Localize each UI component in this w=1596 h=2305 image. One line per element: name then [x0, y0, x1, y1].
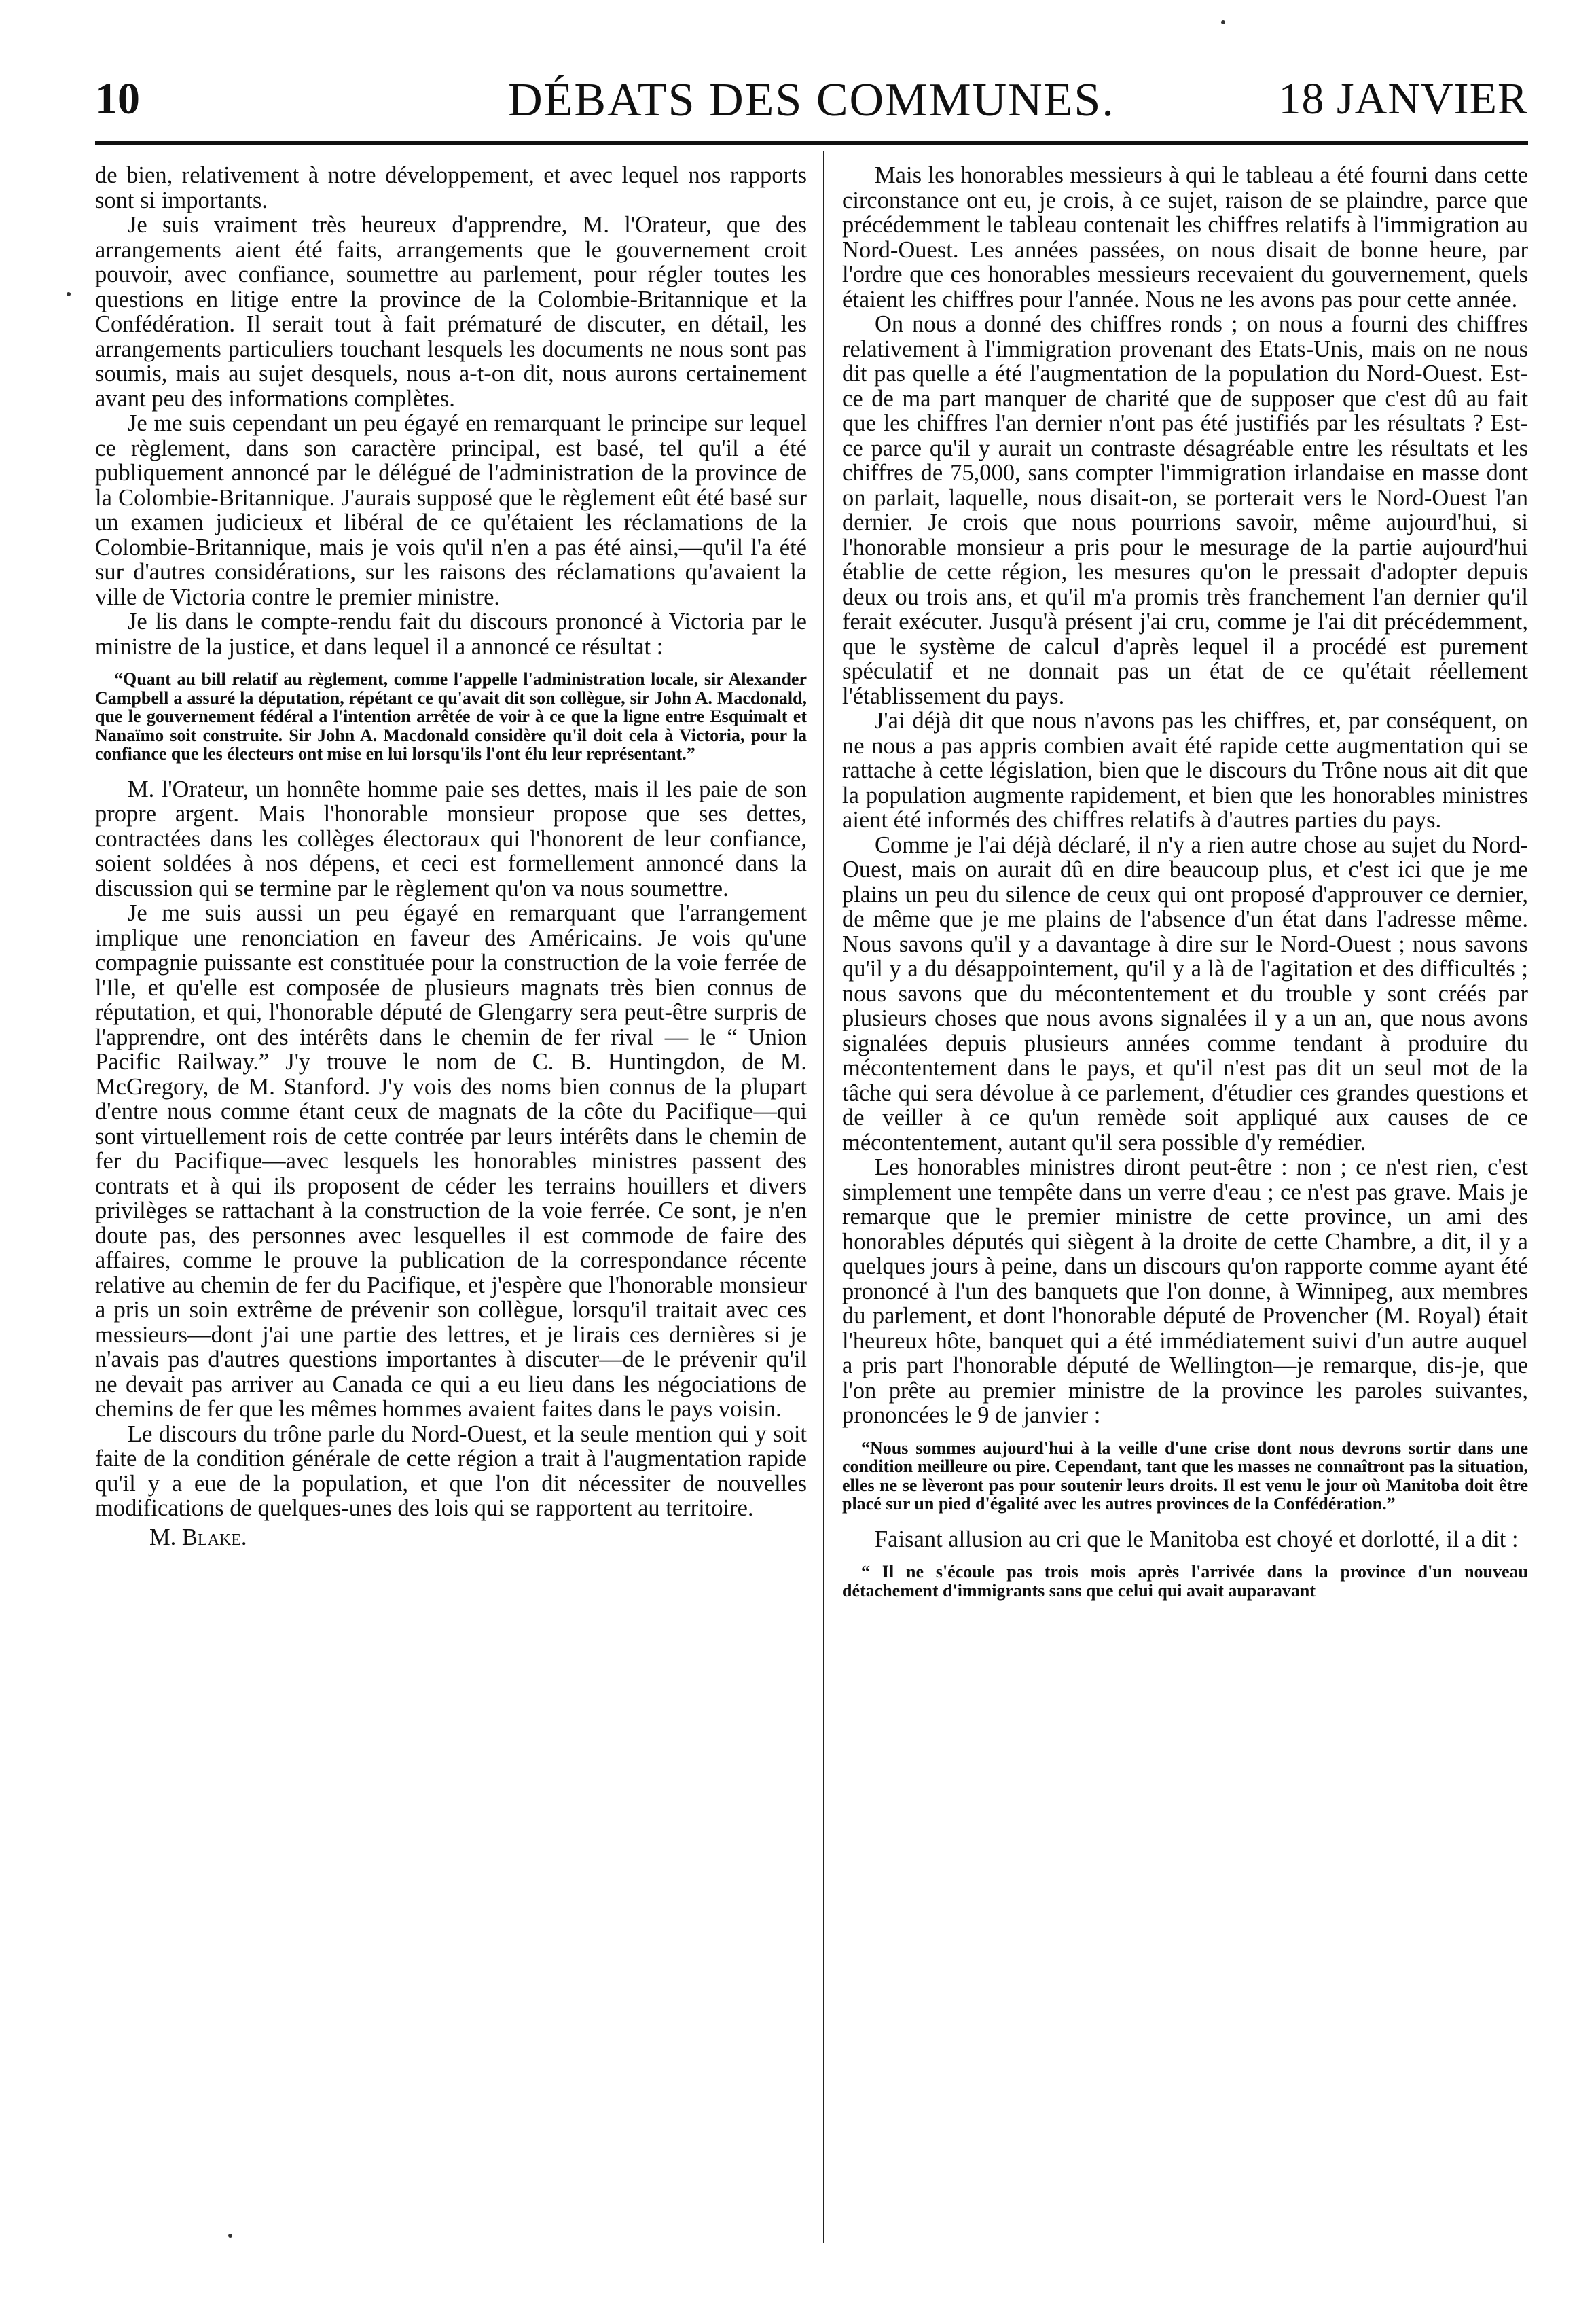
paragraph: de bien, relativement à notre développement, et avec lequel nos rapports sont si importants. — [95, 163, 807, 213]
header-date: 18 JANVIER — [1278, 74, 1528, 124]
left-column — [95, 163, 807, 2242]
paragraph: Mais les honorables messieurs à qui le tableau a été fourni dans cette circonstance ont eu, je crois, à ce sujet, raison de se plaindre, parce que précédemment le tableau contenait les chiffres relatifs à l'immigration au Nord-Ouest. Les années passées, on nous disait de bonne heure, par l'ordre que ces honorables messieurs recevaient du gouvernement, quels étaient les chiffres pour l'année. Nous ne les avons pas pour cette année. — [842, 163, 1528, 312]
page-title: DÉBATS DES COMMUNES. — [508, 74, 1115, 126]
paragraph: Je me suis cependant un peu égayé en remarquant le principe sur lequel ce règlement, dans son caractère principal, est basé, tel qu'il a été publiquement annoncé par le délégué de l'administration de la province de la Colombie-Britannique. J'aurais supposé que le règlement eût été basé sur un examen judicieux et libéral de ce qu'étaient les réclamations de la Colombie-Britannique, mais je vois qu'il n'en a pas été ainsi,—qu'il l'a été sur d'autres considérations, sur les raisons des réclamations qu'avaient la ville de Victoria contre le premier ministre. — [95, 410, 807, 610]
page-number: 10 — [95, 74, 140, 124]
running-header — [95, 73, 1528, 135]
print-speck — [228, 2234, 232, 2238]
paragraph: Je suis vraiment très heureux d'apprendre, M. l'Orateur, que des arrangements aient été faits, arrangements que le gouvernement croit pouvoir, avec confiance, soumettre au parlement, pour régler toutes les questions en litige entre la province de la Colombie-Britannique et la Confédération. Il serait tout à fait prématuré de discuter, en détail, les arrangements particuliers touchant lesquels les documents ne nous sont pas soumis, mais au sujet desquels, nous a-t-on dit, nous aurons certainement avant peu des informations complètes. — [95, 212, 807, 412]
right-column — [842, 163, 1528, 2249]
block-quote: “Quant au bill relatif au règlement, comme l'appelle l'administration locale, sir Alexander Campbell a assuré la députation, répétant ce qu'avait dit son collègue, sir John A. Macdonald, que le gouvernement fédéral a l'intention arrêtée de voir à ce que la ligne entre Esquimalt et Nanaïmo soit construite. Sir John A. Macdonald considère qu'il doit cela à Victoria, pour la confiance que les électeurs ont mise en lui lorsqu'ils l'ont élu leur représentant.” — [95, 669, 807, 764]
print-speck — [1221, 20, 1225, 24]
paragraph: Comme je l'ai déjà déclaré, il n'y a rien autre chose au sujet du Nord-Ouest, mais on aurait dû en dire beaucoup plus, et c'est ici que je me plains un peu du silence de ceux qui ont proposé d'approuver ce dernier, de même que je me plains de l'absence d'un état dans l'adresse même. Nous savons qu'il y a davantage à dire sur le Nord-Ouest ; nous savons qu'il y a du désappointement, qu'il y a là de l'agitation et des difficultés ; nous savons que du mécontentement et du trouble y sont créés par plusieurs choses que nous avons signalées il y a un an, que nous avons signalées depuis plusieurs années comme tendant à produire du mécontentement dans le pays, et qu'il n'est pas dit un seul mot de la tâche qui sera dévolue à ce parlement, d'étudier ces grandes questions et de veiller à ce qu'un remède soit appliqué aux causes de ce mécontentement, autant qu'il sera possible d'y remédier. — [842, 832, 1528, 1156]
paragraph: M. l'Orateur, un honnête homme paie ses dettes, mais il les paie de son propre argent. Mais l'honorable monsieur propose que ses dettes, contractées dans les collèges électoraux qui l'honorent de leur confiance, soient soldées à nos dépens, et ceci est formellement annoncé dans la discussion qui se termine par le règlement qu'on va nous soumettre. — [95, 776, 807, 901]
paragraph: On nous a donné des chiffres ronds ; on nous a fourni des chiffres relativement à l'immigration provenant des Etats-Unis, mais on ne nous dit pas quelle a été l'augmentation de la population du Nord-Ouest. Est-ce de ma part manquer de charité que de supposer que c'est dû au fait que les chiffres l'an dernier n'ont pas été justifiés par les résultats ? Est-ce parce qu'il y aurait un contraste désagréable entre les résultats et les chiffres de 75,000, sans compter l'immigration irlandaise en masse dont on parlait, laquelle, nous disait-on, se porterait vers le Nord-Ouest l'an dernier. Je crois que nous pourrions savoir, même aujourd'hui, si l'honorable monsieur a pris pour le mesurage de la partie aujourd'hui établie de cette région, les mesures qu'on le pressait d'adopter depuis deux ou trois ans, et qu'il m'a promis très franchement l'an dernier qu'il ferait exécuter. Jusqu'à présent j'ai cru, comme je l'ai dit précédemment, que le système de calcul d'après lequel il a procédé est purement spéculatif et ne donnait pas un état de ce qu'était réellement l'établissement du pays. — [842, 311, 1528, 709]
speaker-signature: M. Blake. — [149, 1524, 247, 1550]
column-divider — [823, 151, 824, 2243]
paragraph: Le discours du trône parle du Nord-Ouest, et la seule mention qui y soit faite de la condition générale de cette région a trait à l'augmentation rapide qu'il y a eue de la population, et que l'on dit nécessiter de nouvelles modifications de quelques-unes des lois qui se rapportent au territoire. — [95, 1420, 807, 1521]
block-quote: “Nous sommes aujourd'hui à la veille d'une crise dont nous devrons sortir dans une condition meilleure ou pire. Cependant, tant que les masses ne connaîtront pas la situation, elles ne se lèveront pas pour soutenir leurs droits. Il est venu le jour où Manitoba doit être placé sur un pied d'égalité avec les autres provinces de la Confédération.” — [842, 1437, 1528, 1514]
paragraph: Les honorables ministres diront peut-être : non ; ce n'est rien, c'est simplement une tempête dans un verre d'eau ; ce n'est pas grave. Mais je remarque que le premier ministre de cette province, un ami des honorables députés qui siègent à la droite de cette Chambre, a dit, il y a quelques jours à peine, dans un discours qu'on rapporte comme ayant été prononcé à l'un des banquets que l'on donne, à Winnipeg, aux membres du parlement, et dont l'honorable député de Provencher (M. Royal) était l'heureux hôte, banquet qui a été immédiatement suivi d'un autre auquel a pris part l'honorable député de Wellington—je remarque, dis-je, que l'on prête au premier ministre de la province les paroles suivantes, prononcées le 9 de janvier : — [842, 1154, 1528, 1428]
block-quote: “ Il ne s'écoule pas trois mois après l'arrivée dans la province d'un nouveau détachement d'immigrants sans que celui qui avait auparavant — [842, 1562, 1528, 1601]
print-speck — [67, 292, 71, 296]
paragraph: Faisant allusion au cri que le Manitoba est choyé et dorlotté, il a dit : — [875, 1526, 1519, 1552]
header-rule — [95, 141, 1528, 145]
paragraph: Je me suis aussi un peu égayé en remarquant que l'arrangement implique une renonciation en faveur des Américains. Je vois qu'une compagnie puissante est constituée pour la construction de la voie ferrée de l'Ile, et qu'elle est composée de plusieurs magnats très bien connus de réputation, et qui, l'honorable député de Glengarry sera peut-être surpris de l'apprendre, ont des intérêts dans le chemin de fer rival — le “ Union Pacific Railway.” J'y trouve le nom de C. B. Huntingdon, de M. McGregory, de M. Stanford. J'y vois des noms bien connus de la plupart d'entre nous comme étant ceux de magnats de la côte du Pacifique—qui sont virtuellement rois de cette contrée par leurs intérêts dans le chemin de fer du Pacifique—avec lesquels les honorables ministres passent des contrats et à qui ils proposent de céder les terrains houillers et divers privilèges se rattachant à la construction de la voie ferrée. Ce sont, je n'en doute pas, des personnes avec lesquelles il est commode de faire des affaires, comme le prouve la publication de la correspondance récente relative au chemin de fer du Pacifique, et j'espère que l'honorable monsieur a pris un soin extrême de prévenir son collègue, lorsqu'il traitait avec ces messieurs—dont j'ai une partie des lettres, et je lirais ces dernières si je n'avais pas d'autres questions importantes à discuter—de le prévenir qu'il ne devait pas arriver au Canada ce qui a eu lieu dans les négociations de chemins de fer que les mêmes hommes avaient faites dans le pays voisin. — [95, 900, 807, 1422]
paragraph: Je lis dans le compte-rendu fait du discours prononcé à Victoria par le ministre de la justice, et dans lequel il a annoncé ce résultat : — [95, 609, 807, 660]
paragraph: J'ai déjà dit que nous n'avons pas les chiffres, et, par conséquent, on ne nous a pas appris combien avait été rapide cette augmentation qui se rattache à cette législation, bien que le discours du Trône nous ait dit que la population augmente rapidement, et bien que les honorables ministres aient été informés des chiffres relatifs à d'autres parties du pays. — [842, 708, 1528, 833]
